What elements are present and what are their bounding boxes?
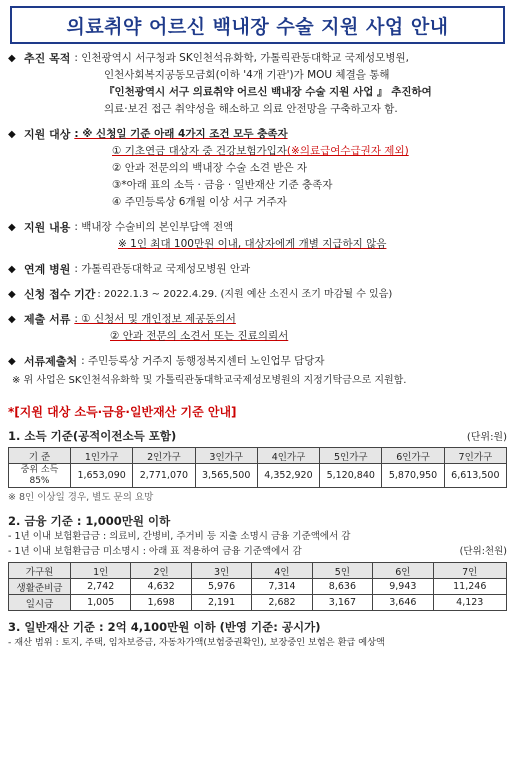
table-cell: 4,632 — [131, 579, 191, 595]
target-condition: : ※ 신청일 기준 아래 4가지 조건 모두 충족자 — [74, 128, 288, 140]
table-cell: 4,123 — [433, 595, 506, 611]
diamond-bullet-icon: ◆ — [8, 356, 16, 367]
table-header-cell: 7인 — [433, 563, 506, 579]
table-cell: 5,870,950 — [382, 464, 444, 488]
table-cell: 7,314 — [252, 579, 312, 595]
page-title: 의료취약 어르신 백내장 수술 지원 사업 안내 — [66, 15, 449, 38]
diamond-bullet-icon: ◆ — [8, 314, 16, 325]
table-cell: 4,352,920 — [257, 464, 319, 488]
section-target — [8, 126, 507, 143]
hospital-label: 연계 병원 — [24, 263, 71, 276]
table-cell: 6,613,500 — [444, 464, 506, 488]
finance-line1: - 1년 이내 보험환급금 : 의료비, 간병비, 주거비 등 지출 소명시 금융 기준액에서 감 — [8, 531, 351, 542]
finance-heading — [8, 513, 507, 529]
table-cell: 2,682 — [252, 595, 312, 611]
table-row — [9, 595, 507, 611]
income-unit: (단위:원) — [466, 432, 507, 443]
table-cell: 3,565,500 — [195, 464, 257, 488]
table-header-cell: 4인가구 — [257, 448, 319, 464]
income-table — [8, 447, 507, 488]
table-cell: 11,246 — [433, 579, 506, 595]
table-header-cell: 기 준 — [9, 448, 71, 464]
table-header-cell: 4인 — [252, 563, 312, 579]
property-title: 3. 일반재산 기준 : 2억 4,100만원 이하 (반영 기준: 공시가) — [8, 620, 321, 634]
table-header-cell: 5인 — [312, 563, 372, 579]
table-header-cell: 3인 — [191, 563, 251, 579]
title-box — [10, 6, 505, 44]
table-header-cell: 5인가구 — [320, 448, 382, 464]
period-value: : 2022.1.3 ~ 2022.4.29. (지원 예산 소진시 조기 마감될 수 있음) — [97, 289, 393, 300]
table-cell: 1,653,090 — [71, 464, 133, 488]
table-cell: 2,742 — [71, 579, 131, 595]
section-content — [8, 219, 507, 236]
table-header-cell: 2인가구 — [133, 448, 195, 464]
table-cell: 9,943 — [373, 579, 433, 595]
row-label: 일시금 — [9, 595, 71, 611]
property-heading — [8, 619, 507, 635]
property-line1: - 재산 범위 : 토지, 주택, 임차보증금, 자동차가액(보험중권확인), 보장중인 보험은 환급 예상액 — [8, 637, 385, 648]
table-cell: 3,646 — [373, 595, 433, 611]
row-label: 생활준비금 — [9, 579, 71, 595]
section-docs — [8, 311, 507, 328]
row-label-line1: 중위 소득 — [20, 464, 59, 475]
table-header-row — [9, 448, 507, 464]
table-header-cell: 7인가구 — [444, 448, 506, 464]
target-item3: ③*아래 표의 소득 · 금융 · 일반재산 기준 충족자 — [112, 179, 333, 191]
period-label: 신청 접수 기간 — [24, 288, 96, 301]
section-purpose — [8, 50, 507, 67]
target-item1-text: ① 기초연금 대상자 중 건강보험가입자 — [112, 145, 287, 157]
content-line2: ※ 1인 최대 100만원 이내, 대상자에게 개별 지급하지 않음 — [118, 238, 387, 250]
purpose-line1: : 인천광역시 서구청과 SK인천석유화학, 가톨릭관동대학교 국제성모병원, — [74, 52, 409, 64]
diamond-bullet-icon: ◆ — [8, 129, 16, 140]
section-hospital — [8, 261, 507, 278]
table-header-cell: 2인 — [131, 563, 191, 579]
purpose-line4: 의료·보건 접근 취약성을 해소하고 의료 안전망을 구축하고자 함. — [104, 103, 398, 115]
table-cell: 2,191 — [191, 595, 251, 611]
diamond-bullet-icon: ◆ — [8, 289, 16, 300]
table-header-cell: 6인가구 — [382, 448, 444, 464]
purpose-label: 추진 목적 — [24, 52, 71, 65]
purpose-line2: 인천사회복지공동모금회(이하 '4개 기관')가 MOU 체결을 통해 — [104, 69, 390, 81]
table-cell: 5,976 — [191, 579, 251, 595]
income-title: 1. 소득 기준(공적이전소득 포함) — [8, 429, 177, 443]
docs-line2: ② 안과 전문의 소견서 또는 진료의뢰서 — [110, 330, 289, 342]
submit-label: 서류제출처 — [24, 355, 78, 368]
table-row — [9, 579, 507, 595]
table-cell: 8,636 — [312, 579, 372, 595]
income-note: ※ 8인 이상일 경우, 별도 문의 요망 — [8, 492, 154, 503]
table-header-cell: 3인가구 — [195, 448, 257, 464]
finance-unit: (단위:천원) — [459, 546, 507, 557]
target-item2: ② 안과 전문의의 백내장 수술 소견 받은 자 — [112, 162, 308, 174]
target-item1 — [8, 143, 507, 160]
target-item4: ④ 주민등록상 6개월 이상 서구 거주자 — [112, 196, 287, 208]
section-period — [8, 286, 507, 303]
content-label: 지원 내용 — [24, 221, 71, 234]
table-row — [9, 464, 507, 488]
content-line1: : 백내장 수술비의 본인부담액 전액 — [74, 221, 234, 233]
table-header-cell: 1인 — [71, 563, 131, 579]
table-cell: 1,005 — [71, 595, 131, 611]
table-header-cell: 가구원 — [9, 563, 71, 579]
purpose-line3: 『인천광역시 서구 의료취약 어르신 백내장 수술 지원 사업 』 추진하여 — [104, 86, 432, 98]
criteria-heading: *[지원 대상 소득·금융·일반재산 기준 안내] — [8, 405, 237, 419]
docs-line1: : ① 신청서 및 개인정보 제공동의서 — [74, 313, 236, 325]
docs-label: 제출 서류 — [24, 313, 71, 326]
table-header-cell: 1인가구 — [71, 448, 133, 464]
section-submit — [8, 353, 507, 370]
finance-line2: - 1년 이내 보험환급금 미소명시 : 아래 표 적용하여 금융 기준액에서 감 — [8, 546, 302, 557]
submit-value: : 주민등록상 거주지 동행정복지센터 노인업무 담당자 — [81, 355, 325, 367]
table-cell: 3,167 — [312, 595, 372, 611]
table-header-cell: 6인 — [373, 563, 433, 579]
table-cell: 1,698 — [131, 595, 191, 611]
finance-title: 2. 금융 기준 : 1,000만원 이하 — [8, 514, 171, 528]
row-label — [9, 464, 71, 488]
diamond-bullet-icon: ◆ — [8, 264, 16, 275]
row-label-line2: 85% — [29, 475, 50, 486]
finance-table — [8, 562, 507, 611]
table-header-row — [9, 563, 507, 579]
target-label: 지원 대상 — [24, 128, 71, 141]
table-cell: 2,771,070 — [133, 464, 195, 488]
income-heading — [8, 428, 507, 444]
diamond-bullet-icon: ◆ — [8, 222, 16, 233]
diamond-bullet-icon: ◆ — [8, 53, 16, 64]
finance-line2-row — [8, 544, 507, 559]
hospital-value: : 가톨릭관동대학교 국제성모병원 안과 — [74, 263, 251, 275]
target-item1-exclusion: (※의료급여수급권자 제외) — [286, 145, 409, 157]
table-cell: 5,120,840 — [320, 464, 382, 488]
funding-note: ※ 위 사업은 SK인천석유화학 및 가톨릭관동대학교국제성모병원의 지정기탁금으로 지원함. — [12, 375, 407, 386]
